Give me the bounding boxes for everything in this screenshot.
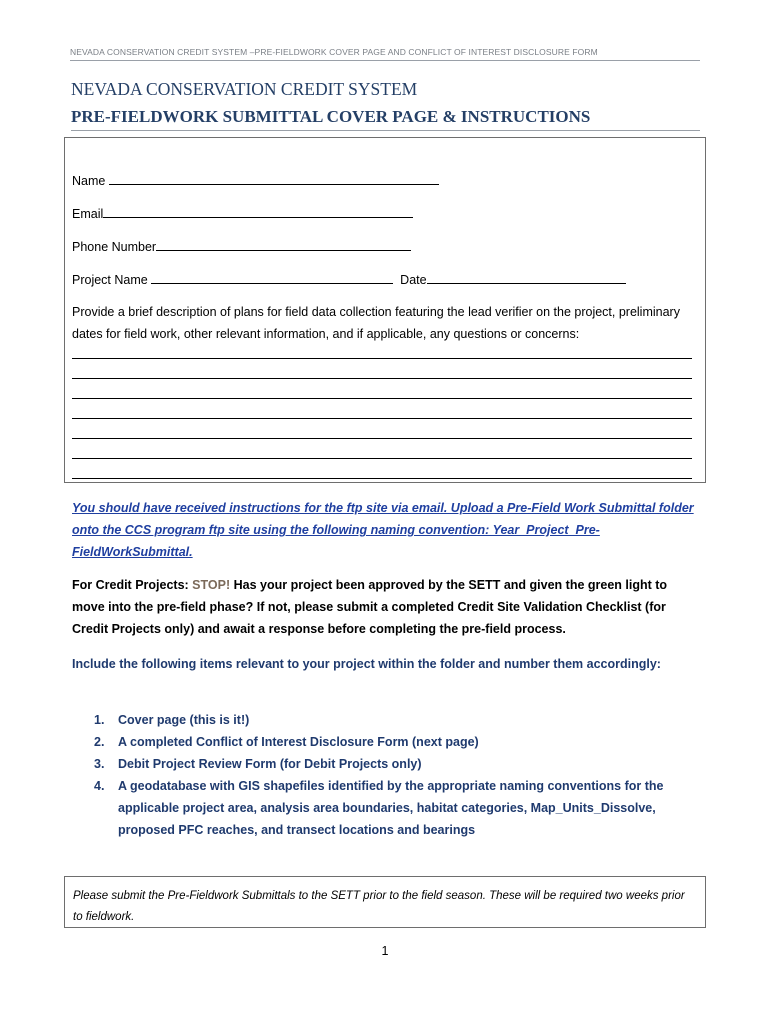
project-blank[interactable] <box>151 272 393 284</box>
include-intro: Include the following items relevant to your project within the folder and number them accordingly: <box>72 657 661 671</box>
list-item: 1. Cover page (this is it!) <box>94 713 250 727</box>
phone-blank[interactable] <box>156 239 411 251</box>
running-header: NEVADA CONSERVATION CREDIT SYSTEM –PRE-FIELDWORK COVER PAGE AND CONFLICT OF INTEREST DISCLOSURE FORM <box>70 47 700 61</box>
credit-projects-paragraph <box>72 574 702 640</box>
name-blank[interactable] <box>109 173 439 185</box>
list-item: 4. A geodatabase with GIS shapefiles identified by the appropriate naming conventions for the applicable project area, analysis area boundaries, habitat categories, Map_Units_Dissolve, proposed PFC reaches, and transect locations and bearings <box>94 779 664 837</box>
phone-label: Phone Number <box>72 240 157 254</box>
project-date-row[interactable] <box>72 272 626 287</box>
date-label: Date <box>400 273 427 287</box>
description-line[interactable] <box>72 438 692 439</box>
ftp-instructions: You should have received instructions for the ftp site via email. Upload a Pre-Field Work Submittal folder onto the CCS program ftp site using the following naming convention: Year_Project_Pre-FieldWorkSubmittal. <box>72 501 694 559</box>
page-number: 1 <box>381 944 389 958</box>
page-title: PRE-FIELDWORK SUBMITTAL COVER PAGE & INSTRUCTIONS <box>71 107 700 131</box>
list-item: 3. Debit Project Review Form (for Debit Projects only) <box>94 757 422 771</box>
credit-text: Has your project been approved by the SETT and given the green light to move into the pre-field phase? If not, please submit a completed Credit Site Validation Checklist (for Credit Projects only) and await a response before completing the pre-field process. <box>72 578 668 636</box>
description-line[interactable] <box>72 458 692 459</box>
credit-lead: For Credit Projects: <box>72 578 189 592</box>
email-blank[interactable] <box>103 206 413 218</box>
name-label: Name <box>72 174 106 188</box>
description-line[interactable] <box>72 378 692 379</box>
description-line[interactable] <box>72 418 692 419</box>
submission-note: Please submit the Pre-Fieldwork Submittals to the SETT prior to the field season. These will be required two weeks prior to fieldwork. <box>64 876 706 928</box>
description-line[interactable] <box>72 358 692 359</box>
description-prompt: Provide a brief description of plans for field data collection featuring the lead verifier on the project, preliminary dates for field work, other relevant information, and if applicable, any questions or concerns: <box>72 305 680 341</box>
project-label: Project Name <box>72 273 148 287</box>
items-list <box>94 709 704 841</box>
stop-text: STOP! <box>192 578 231 592</box>
title-system: NEVADA CONSERVATION CREDIT SYSTEM <box>71 79 418 99</box>
list-item: 2. A completed Conflict of Interest Disclosure Form (next page) <box>94 735 479 749</box>
date-blank[interactable] <box>427 272 626 284</box>
email-field[interactable] <box>72 206 413 221</box>
name-field[interactable] <box>72 173 439 188</box>
phone-field[interactable] <box>72 239 411 254</box>
description-line[interactable] <box>72 398 692 399</box>
description-line[interactable] <box>72 478 692 479</box>
email-label: Email <box>72 207 104 221</box>
